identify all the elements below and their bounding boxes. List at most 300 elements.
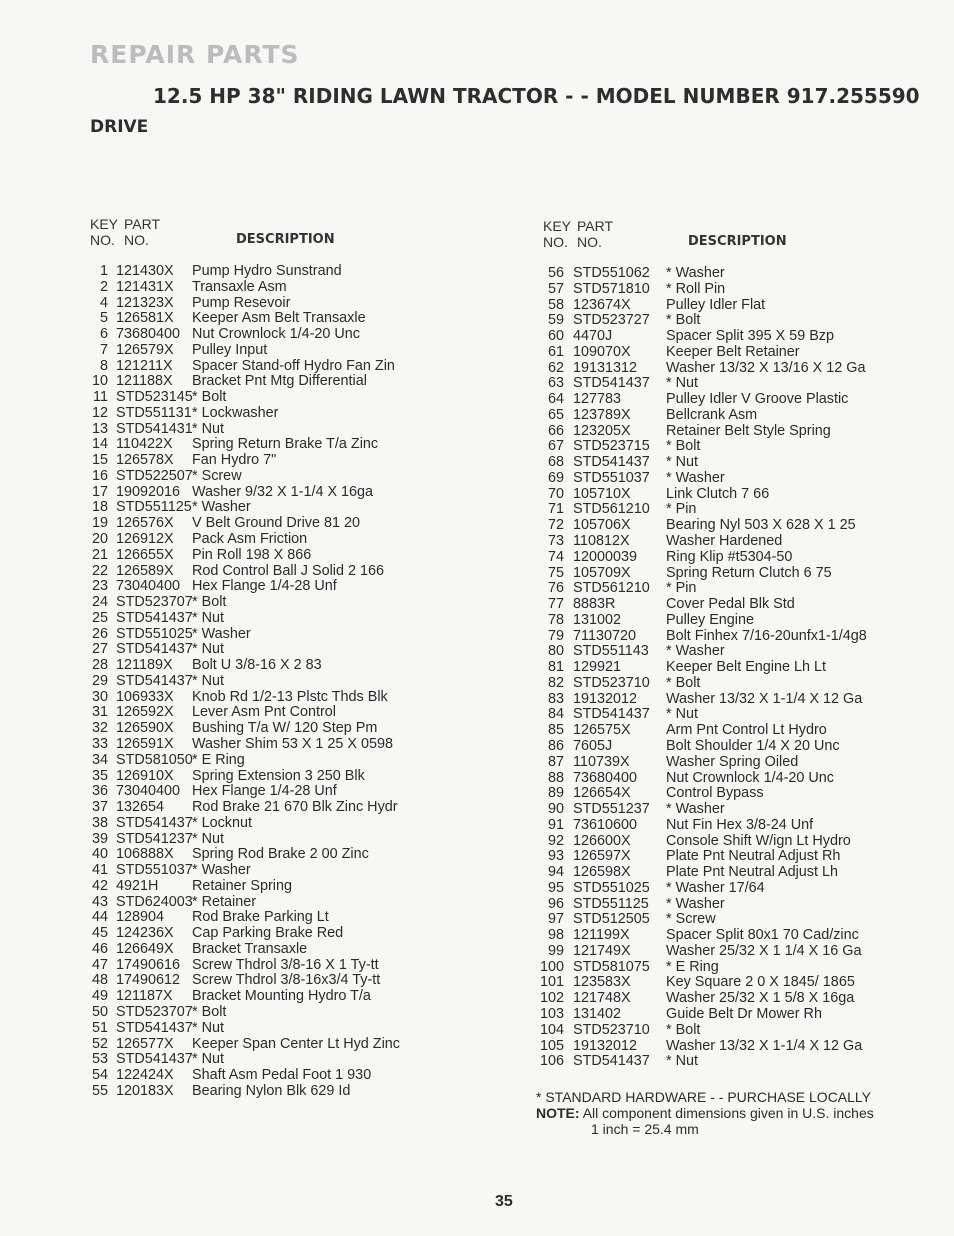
part-number: 73610600 <box>573 816 638 833</box>
part-row <box>538 1007 938 1023</box>
part-row <box>86 359 506 375</box>
part-number: 71130720 <box>573 627 636 644</box>
part-description: Lever Asm Pnt Control <box>192 704 336 721</box>
part-row <box>86 469 506 485</box>
key-number: 59 <box>547 312 564 329</box>
part-number: 126600X <box>573 832 631 849</box>
part-description: Pump Hydro Sunstrand <box>192 263 342 279</box>
part-row <box>538 439 938 455</box>
part-row <box>86 1021 506 1037</box>
part-row <box>538 408 938 424</box>
key-number: 106 <box>539 1053 564 1070</box>
part-row <box>538 849 938 865</box>
part-number: 132654 <box>116 799 165 816</box>
part-description: Spring Return Brake T/a Zinc <box>192 436 379 453</box>
key-number: 74 <box>547 548 564 565</box>
key-number: 76 <box>547 580 564 597</box>
part-number: STD541437 <box>573 375 650 392</box>
key-no-label: NO. <box>90 232 115 248</box>
part-number: STD541437 <box>116 1051 193 1068</box>
part-number: 19132012 <box>573 690 638 707</box>
part-number: STD624003 <box>116 893 193 910</box>
part-row <box>538 1054 938 1070</box>
key-number: 78 <box>547 611 564 628</box>
part-row <box>86 863 506 879</box>
part-description: Transaxle Asm <box>192 278 287 295</box>
part-description: Retainer Spring <box>192 877 292 894</box>
part-number: 73680400 <box>116 326 181 343</box>
key-number: 43 <box>91 893 108 910</box>
part-number: 121211X <box>116 357 173 374</box>
part-row <box>538 755 938 771</box>
part-description: * Washer <box>666 265 725 281</box>
part-description: Cap Parking Brake Red <box>192 925 344 942</box>
part-row <box>538 298 938 314</box>
part-description: * Nut <box>192 1019 224 1036</box>
part-number: 19092016 <box>116 483 181 500</box>
part-row <box>86 989 506 1005</box>
part-number: 4470J <box>573 328 613 345</box>
part-row <box>86 958 506 974</box>
key-number: 18 <box>91 499 108 516</box>
part-description: * Screw <box>666 911 716 928</box>
part-description: Spacer Split 395 X 59 Bzp <box>666 328 834 345</box>
key-number: 56 <box>547 265 564 281</box>
part-number: STD541437 <box>116 814 193 831</box>
key-number: 27 <box>91 641 108 658</box>
part-description: * Washer <box>666 643 725 660</box>
key-number: 100 <box>539 958 564 975</box>
key-number: 1 <box>99 263 108 279</box>
part-number: 126590X <box>116 720 174 737</box>
key-number: 95 <box>547 879 564 896</box>
part-row <box>86 548 506 564</box>
part-row <box>538 613 938 629</box>
part-number: 121187X <box>116 988 173 1005</box>
part-number: 126591X <box>116 735 174 752</box>
part-row <box>538 1023 938 1039</box>
part-row <box>538 566 938 582</box>
part-number: 124236X <box>116 925 174 942</box>
key-number: 61 <box>547 343 564 360</box>
part-description: * Nut <box>666 706 698 723</box>
part-row <box>86 406 506 422</box>
description-label: DESCRIPTION <box>688 234 787 249</box>
part-number: 126589X <box>116 562 174 579</box>
part-number: 128904 <box>116 909 165 926</box>
key-number: 82 <box>547 674 564 691</box>
key-number: 96 <box>547 895 564 912</box>
part-row <box>538 644 938 660</box>
part-row <box>538 802 938 818</box>
part-description: Washer Hardened <box>666 533 783 550</box>
part-number: STD523727 <box>573 312 650 329</box>
part-number: 4921H <box>116 877 159 894</box>
part-row <box>86 1052 506 1068</box>
key-number: 20 <box>91 531 108 548</box>
part-row <box>86 311 506 327</box>
part-description: Rod Control Ball J Solid 2 166 <box>192 562 384 579</box>
part-row <box>86 296 506 312</box>
part-number: STD523710 <box>573 1021 650 1038</box>
part-number: STD512505 <box>573 911 650 928</box>
part-number: STD551131 <box>116 404 192 421</box>
key-number: 103 <box>539 1005 564 1022</box>
part-description: * Washer <box>666 895 725 912</box>
part-row <box>538 692 938 708</box>
part-description: Retainer Belt Style Spring <box>666 422 831 439</box>
part-number: 126598X <box>573 864 631 881</box>
key-number: 6 <box>99 326 108 343</box>
key-number: 7 <box>99 341 108 358</box>
part-row <box>538 392 938 408</box>
standard-hardware-note: * STANDARD HARDWARE - - PURCHASE LOCALLY <box>536 1089 872 1105</box>
part-description: Spring Extension 3 250 Blk <box>192 767 365 784</box>
part-number: STD541437 <box>116 672 193 689</box>
key-label: KEY <box>543 218 572 234</box>
part-description: Bearing Nyl 503 X 628 X 1 25 <box>666 517 856 534</box>
part-number: 126576X <box>116 515 174 532</box>
key-number: 60 <box>547 328 564 345</box>
key-number: 63 <box>547 375 564 392</box>
part-number: STD541437 <box>116 641 193 658</box>
key-number: 89 <box>547 785 564 802</box>
part-row <box>86 895 506 911</box>
part-number: 73680400 <box>573 769 638 786</box>
key-number: 32 <box>91 720 108 737</box>
note-text: All component dimensions given in U.S. inches <box>582 1105 874 1121</box>
part-description: Spring Rod Brake 2 00 Zinc <box>192 846 369 863</box>
part-description: * Lockwasher <box>192 404 279 421</box>
part-row <box>86 926 506 942</box>
description-label: DESCRIPTION <box>236 232 335 247</box>
part-number: 122424X <box>116 1067 174 1084</box>
key-number: 50 <box>91 1003 108 1020</box>
key-number: 4 <box>99 294 108 311</box>
part-description: * Bolt <box>666 312 701 329</box>
part-description: Pulley Engine <box>666 611 755 628</box>
part-number: STD541437 <box>573 706 650 723</box>
part-row <box>86 1005 506 1021</box>
part-description: * Washer <box>666 469 725 486</box>
part-number: STD581075 <box>573 958 650 975</box>
part-description: * Pin <box>666 501 697 518</box>
part-row <box>538 282 938 298</box>
part-number: 126654X <box>573 785 631 802</box>
part-description: Pin Roll 198 X 866 <box>192 546 312 563</box>
part-number: 126575X <box>573 722 631 739</box>
part-row <box>538 991 938 1007</box>
part-number: 123674X <box>573 296 631 313</box>
part-number: STD571810 <box>573 280 650 297</box>
part-number: 126649X <box>116 940 174 957</box>
part-row <box>86 910 506 926</box>
part-description: Hex Flange 1/4-28 Unf <box>192 578 337 595</box>
part-description: Bolt Finhex 7/16-20unfx1-1/4g8 <box>666 627 867 644</box>
key-number: 90 <box>547 801 564 818</box>
part-row <box>538 865 938 881</box>
key-number: 8 <box>99 357 108 374</box>
part-label: PART <box>577 218 614 234</box>
part-description: Washer 25/32 X 1 1/4 X 16 Ga <box>666 942 862 959</box>
part-number: 126579X <box>116 341 174 358</box>
part-number: STD551062 <box>573 265 650 281</box>
key-number: 12 <box>91 404 108 421</box>
part-row <box>538 912 938 928</box>
key-number: 33 <box>91 735 108 752</box>
part-description: * Nut <box>666 454 698 471</box>
part-row <box>538 361 938 377</box>
part-row <box>538 928 938 944</box>
part-number: 19132012 <box>573 1037 638 1054</box>
part-number: 121749X <box>573 942 631 959</box>
part-description: * Washer <box>666 801 725 818</box>
part-description: Washer 13/32 X 1-1/4 X 12 Ga <box>666 690 863 707</box>
key-number: 86 <box>547 737 564 754</box>
part-number: 126655X <box>116 546 174 563</box>
part-description: Keeper Belt Engine Lh Lt <box>666 659 827 676</box>
part-number: 126578X <box>116 452 174 469</box>
part-number: STD551025 <box>573 879 650 896</box>
part-row <box>86 973 506 989</box>
part-description: Hex Flange 1/4-28 Unf <box>192 783 337 800</box>
key-number: 39 <box>91 830 108 847</box>
part-number: 126912X <box>116 531 174 548</box>
key-number: 92 <box>547 832 564 849</box>
part-number: STD561210 <box>573 580 650 597</box>
part-number: STD523707 <box>116 594 193 611</box>
part-description: * Nut <box>192 1051 224 1068</box>
part-number: 12000039 <box>573 548 638 565</box>
parts-list-left <box>86 264 506 1100</box>
part-description: Pulley Input <box>192 341 268 358</box>
part-number: 8883R <box>573 596 616 613</box>
part-row <box>86 1037 506 1053</box>
part-description: Spacer Split 80x1 70 Cad/zinc <box>666 927 859 944</box>
part-description: Washer Shim 53 X 1 25 X 0598 <box>192 735 394 752</box>
part-number: 126597X <box>573 848 631 865</box>
part-description: Shaft Asm Pedal Foot 1 930 <box>192 1067 372 1084</box>
key-number: 40 <box>91 846 108 863</box>
part-row <box>86 1068 506 1084</box>
key-number: 11 <box>93 389 108 406</box>
part-description: * Nut <box>666 375 698 392</box>
section-heading: DRIVE <box>90 117 149 137</box>
part-row <box>538 660 938 676</box>
part-number: 73040400 <box>116 578 181 595</box>
parts-list-right <box>538 266 938 1070</box>
part-number: 17490616 <box>116 956 181 973</box>
part-description: Bolt Shoulder 1/4 X 20 Unc <box>666 737 840 754</box>
footer-notes <box>536 1089 874 1137</box>
part-row <box>538 502 938 518</box>
part-description: Cover Pedal Blk Std <box>666 596 795 613</box>
part-row <box>538 534 938 550</box>
key-number: 77 <box>547 596 564 613</box>
part-description: * Nut <box>192 830 224 847</box>
key-number: 21 <box>91 546 108 563</box>
part-description: Bearing Nylon Blk 629 Id <box>192 1082 351 1099</box>
part-description: * Screw <box>192 467 242 484</box>
part-description: * Locknut <box>192 814 253 831</box>
part-number: STD523710 <box>573 674 650 691</box>
part-number: STD551025 <box>116 625 193 642</box>
part-description: Screw Thdrol 3/8-16 X 1 Ty-tt <box>192 956 379 973</box>
part-number: 123205X <box>573 422 631 439</box>
part-number: 121189X <box>116 657 173 674</box>
part-row <box>86 753 506 769</box>
part-row <box>86 453 506 469</box>
part-description: Washer Spring Oiled <box>666 753 799 770</box>
part-description: * Washer 17/64 <box>666 879 765 896</box>
key-number: 84 <box>547 706 564 723</box>
key-number: 19 <box>91 515 108 532</box>
part-row <box>86 280 506 296</box>
part-row <box>86 721 506 737</box>
part-row <box>86 595 506 611</box>
key-number: 13 <box>91 420 108 437</box>
part-number: 129921 <box>573 659 622 676</box>
part-number: 105706X <box>573 517 631 534</box>
part-number: 17490612 <box>116 972 181 989</box>
key-number: 52 <box>91 1035 108 1052</box>
part-row <box>86 264 506 280</box>
part-description: * Nut <box>192 420 224 437</box>
part-description: Bracket Pnt Mtg Differential <box>192 373 367 390</box>
key-number: 65 <box>547 406 564 423</box>
part-row <box>86 390 506 406</box>
part-description: Keeper Belt Retainer <box>666 343 800 360</box>
part-number: 121188X <box>116 373 173 390</box>
key-number: 55 <box>91 1082 108 1099</box>
part-row <box>86 690 506 706</box>
key-number: 34 <box>91 751 108 768</box>
part-description: * Bolt <box>666 1021 701 1038</box>
part-number: 121431X <box>116 278 174 295</box>
part-row <box>538 739 938 755</box>
part-row <box>538 455 938 471</box>
key-number: 17 <box>91 483 108 500</box>
part-row <box>538 345 938 361</box>
part-description: Pulley Idler Flat <box>666 296 766 313</box>
part-row <box>86 343 506 359</box>
part-row <box>538 629 938 645</box>
part-row <box>86 658 506 674</box>
part-description: * Bolt <box>192 389 227 406</box>
dimension-note <box>536 1105 874 1121</box>
part-description: * Nut <box>192 672 224 689</box>
part-row <box>86 374 506 390</box>
part-description: Ring Klip #t5304-50 <box>666 548 793 565</box>
part-number: STD581050 <box>116 751 193 768</box>
key-number: 68 <box>547 454 564 471</box>
key-number: 38 <box>91 814 108 831</box>
key-number: 93 <box>547 848 564 865</box>
part-number: 123789X <box>573 406 631 423</box>
part-description: * Bolt <box>192 1003 227 1020</box>
part-description: Rod Brake Parking Lt <box>192 909 329 926</box>
part-number: 126910X <box>116 767 174 784</box>
part-description: * Washer <box>192 499 251 516</box>
key-number: 62 <box>547 359 564 376</box>
key-number: 2 <box>99 278 108 295</box>
key-number: 85 <box>547 722 564 739</box>
part-no-label: NO. <box>577 234 602 250</box>
key-number: 53 <box>91 1051 108 1068</box>
key-number: 105 <box>539 1037 564 1054</box>
part-row <box>86 642 506 658</box>
key-number: 54 <box>91 1067 108 1084</box>
part-number: 105709X <box>573 564 631 581</box>
part-description: Key Square 2 0 X 1845/ 1865 <box>666 974 855 991</box>
part-number: STD523145 <box>116 389 193 406</box>
key-number: 48 <box>91 972 108 989</box>
part-description: V Belt Ground Drive 81 20 <box>192 515 360 532</box>
key-number: 37 <box>91 799 108 816</box>
key-number: 94 <box>547 864 564 881</box>
key-number: 5 <box>99 310 108 327</box>
key-number: 99 <box>547 942 564 959</box>
part-number: STD541437 <box>573 1053 650 1070</box>
part-row <box>538 471 938 487</box>
part-row <box>538 424 938 440</box>
key-number: 80 <box>547 643 564 660</box>
part-row <box>538 676 938 692</box>
key-number: 75 <box>547 564 564 581</box>
key-number: 81 <box>547 659 564 676</box>
part-description: Rod Brake 21 670 Blk Zinc Hydr <box>192 799 398 816</box>
part-row <box>86 500 506 516</box>
part-description: * Roll Pin <box>666 280 726 297</box>
part-row <box>86 611 506 627</box>
key-number: 29 <box>91 672 108 689</box>
part-row <box>86 532 506 548</box>
part-number: STD551237 <box>573 801 650 818</box>
key-number: 83 <box>547 690 564 707</box>
key-number: 57 <box>547 280 564 297</box>
part-description: Nut Crownlock 1/4-20 Unc <box>666 769 834 786</box>
part-number: STD551037 <box>573 469 650 486</box>
key-number: 41 <box>91 862 108 879</box>
part-row <box>86 800 506 816</box>
part-description: * E Ring <box>666 958 719 975</box>
part-row <box>538 897 938 913</box>
part-row <box>538 818 938 834</box>
key-number: 58 <box>547 296 564 313</box>
part-row <box>86 847 506 863</box>
part-number: 110739X <box>573 753 630 770</box>
part-number: 120183X <box>116 1082 174 1099</box>
part-description: * Bolt <box>192 594 227 611</box>
part-description: Washer 25/32 X 1 5/8 X 16ga <box>666 990 855 1007</box>
key-number: 64 <box>547 391 564 408</box>
part-row <box>538 329 938 345</box>
part-row <box>538 313 938 329</box>
part-description: Plate Pnt Neutral Adjust Lh <box>666 864 838 881</box>
part-number: STD541437 <box>116 609 193 626</box>
part-number: STD551125 <box>573 895 649 912</box>
part-description: Spring Return Clutch 6 75 <box>666 564 832 581</box>
part-row <box>538 881 938 897</box>
part-description: Nut Crownlock 1/4-20 Unc <box>192 326 360 343</box>
part-number: STD561210 <box>573 501 650 518</box>
key-number: 25 <box>91 609 108 626</box>
part-number: 73040400 <box>116 783 181 800</box>
key-number: 31 <box>91 704 108 721</box>
key-number: 45 <box>91 925 108 942</box>
part-number: 106888X <box>116 846 174 863</box>
part-number: STD523715 <box>573 438 650 455</box>
